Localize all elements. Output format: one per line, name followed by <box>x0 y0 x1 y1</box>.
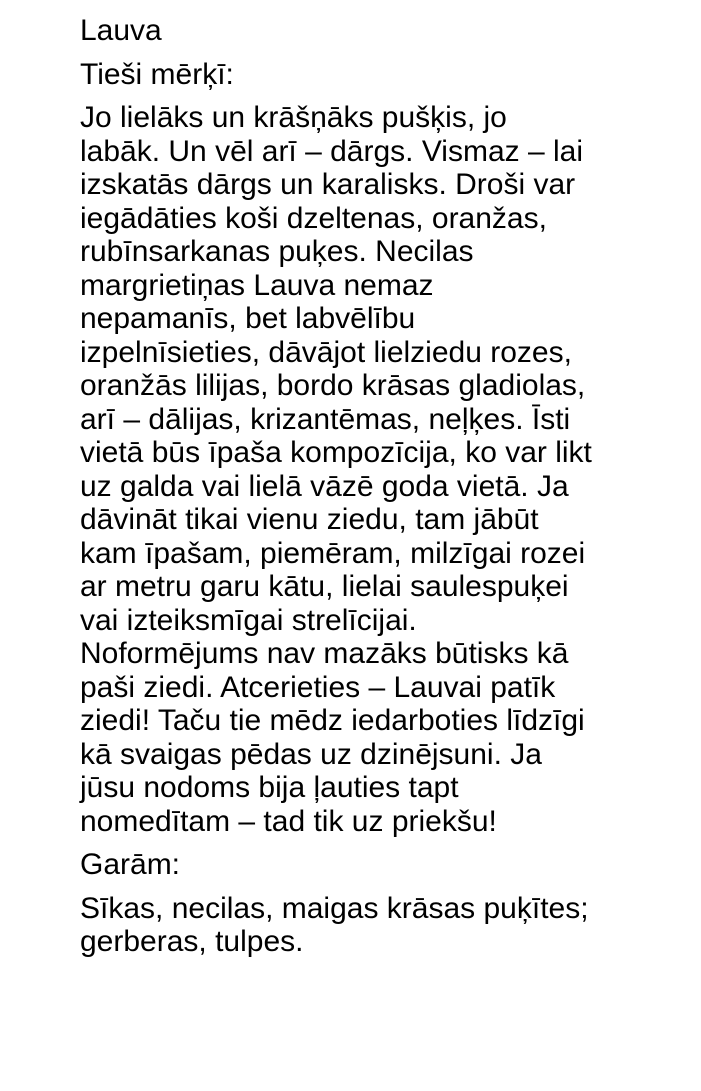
document-page <box>80 14 650 969</box>
text-line: ziedi! Taču tie mēdz iedarboties līdzīgi <box>80 704 585 737</box>
text-line: vai izteiksmīgai strelīcijai. <box>80 603 417 637</box>
text-line: gerberas, tulpes. <box>80 925 304 958</box>
text-line: vietā būs īpaša kompozīcija, ko var likt <box>80 436 592 469</box>
text-line: kā svaigas pēdas uz dzinējsuni. Ja <box>80 737 542 771</box>
text-line: Noformējums nav mazāks būtisks kā <box>80 637 569 670</box>
direct-hit-paragraph <box>80 101 650 838</box>
text-line: nomedītam – tad tik uz priekšu! <box>80 804 497 838</box>
text-line: jūsu nodoms bija ļauties tapt <box>80 771 459 804</box>
text-line: iegādāties koši dzeltenas, oranžas, <box>80 201 547 235</box>
text-line: oranžās lilijas, bordo krāsas gladiolas, <box>80 369 586 402</box>
text-line: izskatās dārgs un karalisks. Droši var <box>80 168 576 201</box>
miss-paragraph <box>80 892 650 959</box>
text-line: uz galda vai lielā vāzē goda vietā. Ja <box>80 469 569 503</box>
text-line: nepamanīs, bet labvēlību <box>80 302 416 335</box>
direct-hit-label: Tieši mērķī: <box>80 57 234 91</box>
text-line: kam īpašam, piemēram, milzīgai rozei <box>80 536 586 570</box>
miss-label: Garām: <box>80 848 181 881</box>
text-line: dāvināt tikai vienu ziedu, tam jābūt <box>80 503 539 536</box>
document-title: Lauva <box>80 14 162 47</box>
text-line: Sīkas, necilas, maigas krāsas puķītes; <box>80 891 589 925</box>
text-line: rubīnsarkanas puķes. Necilas <box>80 235 474 268</box>
text-line: Jo lielāks un krāšņāks pušķis, jo <box>80 101 507 134</box>
text-line: margrietiņas Lauva nemaz <box>80 268 434 302</box>
text-line: arī – dālijas, krizantēmas, neļķes. Īsti <box>80 402 571 436</box>
text-line: izpelnīsieties, dāvājot lielziedu rozes, <box>80 335 572 369</box>
text-line: ar metru garu kātu, lielai saulespuķei <box>80 570 569 603</box>
text-line: labāk. Un vēl arī – dārgs. Vismaz – lai <box>80 134 584 168</box>
text-line: paši ziedi. Atcerieties – Lauvai patīk <box>80 670 556 704</box>
